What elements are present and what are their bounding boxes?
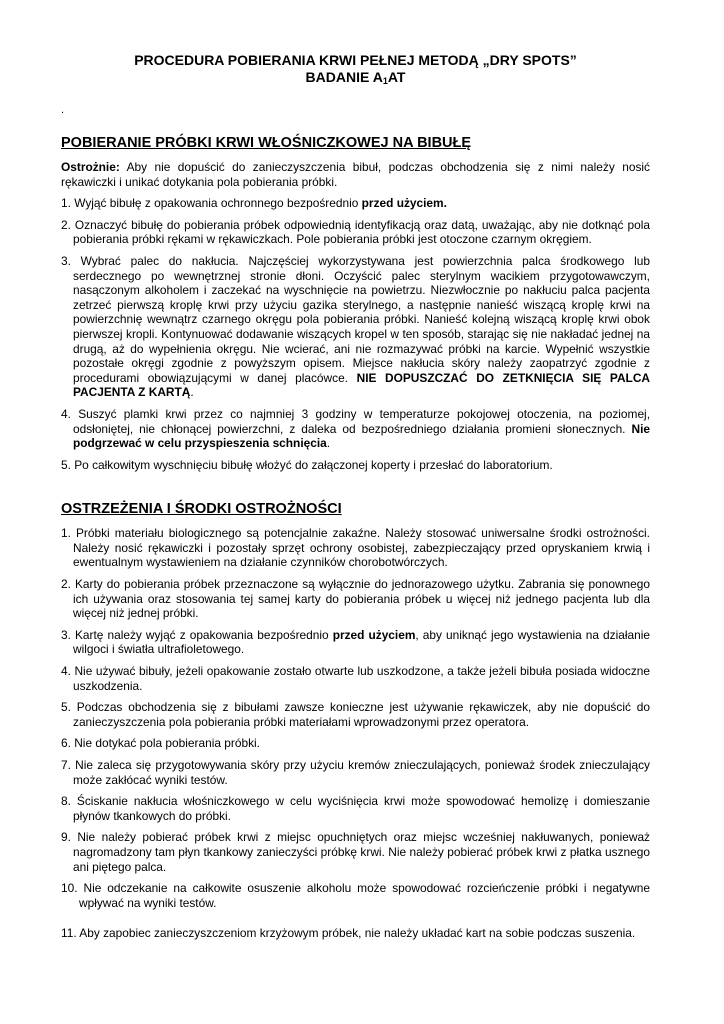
procedure-step: 2. Oznaczyć bibułę do pobierania próbek odpowiednią identyfikacją oraz datą, uważając, aby nie dotknąć pola pobierania próbki rękami w rękawiczkach. Pole pobierania próbki jest otoczone czarnym okręgiem.	[61, 217, 650, 247]
warning-item: 3. Kartę należy wyjąć z opakowania bezpośrednio przed użyciem, aby uniknąć jego wystawienia na działanie wilgoci i światła ultrafioletowego.	[61, 627, 650, 657]
procedure-step: 1. Wyjąć bibułę z opakowania ochronnego bezpośrednio przed użyciem.	[61, 196, 447, 211]
procedure-step: 5. Po całkowitym wyschnięciu bibułę włożyć do załączonej koperty i przesłać do laboratorium.	[61, 457, 553, 472]
title-line-2	[61, 69, 650, 90]
caution-text: Aby nie dopuścić do zanieczyszczenia bibuł, podczas obchodzenia się z nimi należy nosić rękawiczki i unikać dotykania pola pobierania próbki.	[61, 160, 650, 189]
title-line-1: PROCEDURA POBIERANIA KRWI PEŁNEJ METODĄ „DRY SPOTS”	[134, 52, 577, 68]
warning-item: 10. Nie odczekanie na całkowite osuszenie alkoholu może spowodować rozcieńczenie próbki i negatywne wpływać na wyniki testów.	[61, 881, 650, 910]
warning-item: 7. Nie zaleca się przygotowywania skóry przy użyciu kremów znieczulających, ponieważ środek znieczulający może zakłócać wyniki testów.	[61, 758, 650, 787]
warnings-list	[61, 526, 650, 941]
procedure-steps-list	[61, 196, 650, 472]
warning-item: 8. Ściskanie nakłucia włośniczkowego w celu wyciśnięcia krwi może spowodować hemolizę i domieszanie płynów tkankowych do próbki.	[61, 794, 650, 823]
procedure-step: 3. Wybrać palec do nakłucia. Najczęściej wykorzystywana jest powierzchnia palca środkowego lub serdecznego po wewnętrznej stronie dłoni. Oczyścić palec sterylnym wacikiem przygotowawczym, nasączonym alkoholem i zaczekać na wyschnięcie na powietrzu. Niezwłocznie po nakłuciu palca pacjenta zetrzeć pierwszą kroplę krwi przy użyciu gazika sterylnego, a następnie nanieść wiszącą kroplę krwi na powierzchnię wewnątrz czarnego okręgu pola pobierania próbki. Nanieść kolejną wiszącą kroplę krwi obok pierwszej kropli. Kontynuować dodawanie wiszących kropel w ten sposób, starając się nie nakładać jednej na drugą, aż do wypełnienia okręgu. Nie wcierać, ani nie rozmazywać próbki na karcie. Wypełnić wszystkie pozostałe okręgi zgodnie z powyższym opisem. Miejsce nakłucia skóry należy zaopatrzyć zgodnie z procedurami obowiązującymi w danej placówce. NIE DOPUSZCZAĆ DO ZETKNIĘCIA SIĘ PALCA PACJENTA Z KARTĄ.	[61, 253, 650, 400]
warning-item: 2. Karty do pobierania próbek przeznaczone są wyłącznie do jednorazowego użytku. Zabrania się ponownego ich używania oraz stosowania tej samej karty do pobierania próbek u więcej niż jednego pacjenta lub dla więcej niż jednej próbki.	[61, 577, 650, 621]
procedure-step: 4. Suszyć plamki krwi przez co najmniej 3 godziny w temperaturze pokojowej otoczenia, na poziomej, odsłoniętej, nie chłonącej powierzchni, z daleka od bezpośredniego działania promieni słonecznych. Nie podgrzewać w celu przyspieszenia schnięcia.	[61, 406, 650, 451]
title-line-2-post: AT	[387, 69, 406, 85]
caution-label: Ostrożnie:	[61, 160, 120, 174]
warning-item: 6. Nie dotykać pola pobierania próbki.	[61, 736, 260, 751]
section-2-heading: OSTRZEŻENIA I ŚRODKI OSTROŻNOŚCI	[61, 501, 342, 518]
document-title	[61, 0, 650, 90]
warning-item: 4. Nie używać bibuły, jeżeli opakowanie zostało otwarte lub uszkodzone, a także jeżeli bibuła posiada widoczne uszkodzenia.	[61, 664, 650, 693]
warning-item: 1. Próbki materiału biologicznego są potencjalnie zakaźne. Należy stosować uniwersalne środki ostrożności. Należy nosić rękawiczki i pozostały sprzęt ochrony osobistej, zabezpieczający przed opryskaniem krwią i ewentualnym wystawieniem na działanie czynników chorobotwórczych.	[61, 526, 650, 570]
warning-item: 11. Aby zapobiec zanieczyszczeniom krzyżowym próbek, nie należy układać kart na sobie podczas suszenia.	[61, 926, 636, 941]
title-subscript: 1	[382, 76, 388, 86]
caution-paragraph	[61, 160, 650, 189]
warning-item: 5. Podczas obchodzenia się z bibułami zawsze konieczne jest używanie rękawiczek, aby nie dopuścić do zanieczyszczenia pola pobierania próbki materiałami wprowadzonymi przez operatora.	[61, 700, 650, 729]
title-line-2-pre: BADANIE A	[305, 69, 383, 85]
section-1-heading: POBIERANIE PRÓBKI KRWI WŁOŚNICZKOWEJ NA BIBUŁĘ	[61, 135, 472, 151]
stray-dot: .	[61, 104, 65, 116]
warning-item: 9. Nie należy pobierać próbek krwi z miejsc opuchniętych oraz miejsc wcześniej nakłuwanych, ponieważ nagromadzony tam płyn tkankowy zanieczyści próbkę krwi. Nie należy pobierać próbek krwi z płatka usznego ani piętego palca.	[61, 830, 650, 874]
